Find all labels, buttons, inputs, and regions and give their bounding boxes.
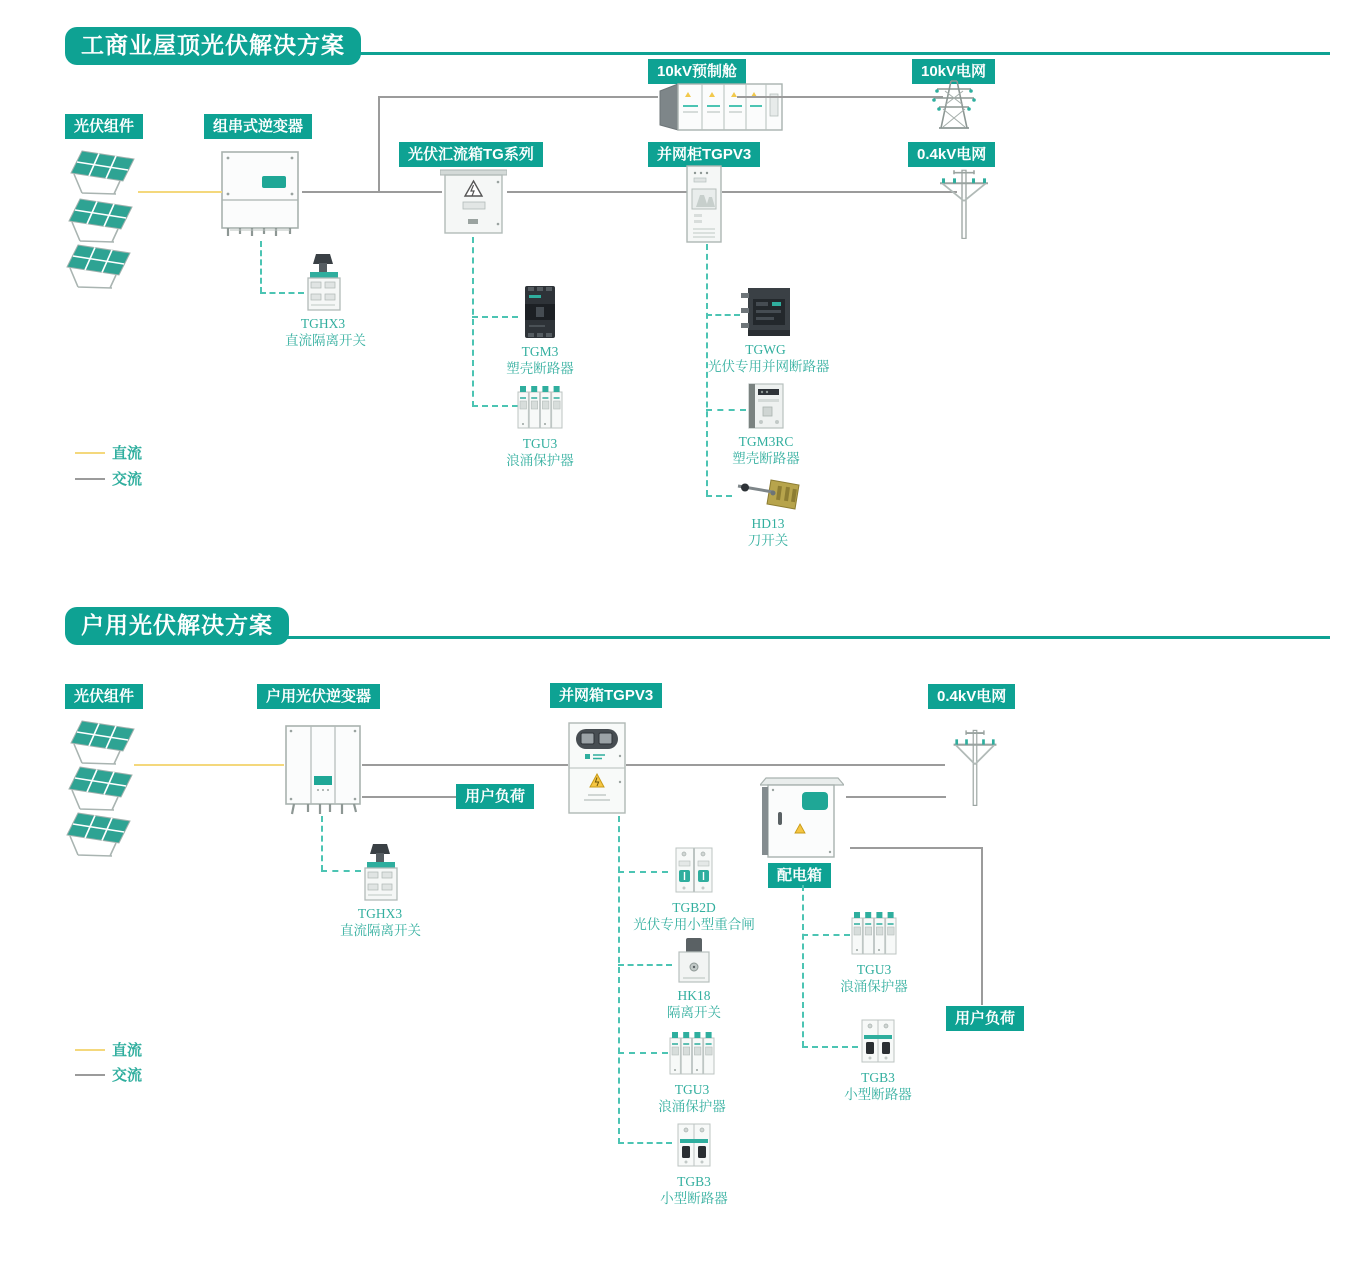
dc-line	[134, 764, 284, 766]
dc-isolator-icon	[302, 252, 344, 312]
component-desc: 塑壳断路器	[506, 360, 574, 376]
component-hd13	[728, 476, 808, 550]
component-tghx3-home	[340, 842, 420, 940]
component-desc: 小型断路器	[844, 1086, 912, 1102]
ac-line	[362, 796, 456, 798]
ac-line	[362, 764, 568, 766]
component-model: TGU3	[856, 962, 892, 977]
ac-line	[737, 96, 943, 98]
component-desc: 浪涌保护器	[840, 978, 908, 994]
utility-pole-icon	[936, 167, 992, 240]
badge-user-load-left: 用户负荷	[456, 784, 534, 809]
component-tgu3-right	[832, 910, 916, 996]
component-tgm3	[502, 284, 578, 378]
ac-line	[302, 191, 442, 193]
component-tgb3-right	[840, 1016, 916, 1104]
component-model: HK18	[677, 988, 711, 1003]
badge-grid-04kv-1: 0.4kV电网	[908, 142, 995, 167]
prefab-cabin-icon	[658, 82, 784, 132]
section1-title: 工商业屋顶光伏解决方案	[65, 27, 361, 65]
legend-ac-label: 交流	[112, 1067, 143, 1084]
mccb-icon	[746, 382, 786, 430]
component-model: TGU3	[674, 1082, 710, 1097]
air-circuit-breaker-icon	[740, 286, 792, 338]
component-model: TGB2D	[672, 900, 716, 915]
section2-title: 户用光伏解决方案	[65, 607, 289, 645]
mini-breaker-icon	[677, 1120, 711, 1170]
legend-ac-line	[75, 478, 105, 480]
dashed-connector	[802, 885, 804, 1047]
component-desc: 刀开关	[747, 532, 789, 548]
transmission-tower-icon	[931, 79, 977, 132]
ac-line	[378, 96, 658, 98]
string-inverter-icon	[220, 150, 300, 240]
surge-protector-icon	[851, 910, 897, 958]
solar-panel-icon	[70, 150, 136, 196]
component-desc: 直流隔离开关	[285, 332, 366, 348]
mini-breaker-icon	[861, 1016, 895, 1066]
knife-switch-icon	[735, 476, 801, 512]
dashed-connector	[472, 237, 474, 407]
component-desc: 小型断路器	[660, 1190, 728, 1206]
component-model: HD13	[751, 516, 785, 531]
surge-protector-icon	[669, 1030, 715, 1078]
badge-pv-modules-2: 光伏组件	[65, 684, 143, 709]
legend-dc-line	[75, 452, 105, 454]
dashed-connector	[260, 241, 262, 293]
ac-line	[850, 847, 983, 849]
combiner-box-icon	[440, 166, 507, 237]
mccb-icon	[521, 284, 559, 340]
component-model: TGWG	[745, 342, 786, 357]
utility-pole-icon	[950, 722, 1000, 812]
solar-panel-icon	[66, 244, 132, 290]
ac-line	[981, 847, 983, 1005]
component-hk18	[656, 936, 732, 1022]
component-desc: 光伏专用小型重合闸	[633, 916, 755, 932]
ac-line	[626, 764, 945, 766]
grid-cabinet-icon	[686, 165, 722, 243]
isolation-switch-icon	[677, 936, 711, 984]
component-desc: 浪涌保护器	[658, 1098, 726, 1114]
badge-grid-cabinet: 并网柜TGPV3	[648, 142, 760, 167]
badge-combiner-box: 光伏汇流箱TG系列	[399, 142, 543, 167]
home-inverter-icon	[284, 724, 362, 816]
dc-line	[138, 191, 222, 193]
component-desc: 直流隔离开关	[340, 922, 421, 938]
badge-pv-modules-1: 光伏组件	[65, 114, 143, 139]
badge-distribution-box: 配电箱	[768, 863, 831, 888]
ac-line	[378, 96, 380, 193]
component-model: TGB3	[861, 1070, 895, 1085]
ac-line	[846, 796, 946, 798]
component-model: TGM3RC	[738, 434, 794, 449]
solar-panel-icon	[68, 766, 134, 812]
grid-connection-box-icon	[568, 722, 626, 814]
component-desc: 隔离开关	[667, 1004, 721, 1020]
solar-panel-icon	[70, 720, 136, 766]
component-model: TGM3	[521, 344, 559, 359]
legend-dc-line	[75, 1049, 105, 1051]
component-model: TGHX3	[357, 906, 403, 921]
component-tgm3rc	[726, 382, 806, 468]
badge-user-load-right: 用户负荷	[946, 1006, 1024, 1031]
badge-grid-04kv-2: 0.4kV电网	[928, 684, 1015, 709]
recloser-icon	[674, 844, 714, 896]
component-tghx3	[285, 252, 366, 350]
component-tgwg	[708, 286, 830, 376]
component-tgu3	[500, 384, 580, 470]
ac-line	[722, 191, 957, 193]
dashed-connector	[618, 816, 620, 1144]
component-tgu3-left	[650, 1030, 734, 1116]
ac-line	[507, 191, 687, 193]
dashed-connector	[321, 816, 323, 871]
distribution-box-icon	[760, 776, 844, 864]
dc-isolator-icon	[359, 842, 401, 902]
surge-protector-icon	[517, 384, 563, 432]
legend-dc-label: 直流	[112, 1042, 143, 1059]
component-desc: 塑壳断路器	[732, 450, 800, 466]
component-model: TGB3	[677, 1174, 711, 1189]
component-tgb2d	[628, 844, 760, 934]
component-desc: 浪涌保护器	[506, 452, 574, 468]
badge-home-inverter: 户用光伏逆变器	[257, 684, 380, 709]
badge-string-inverter: 组串式逆变器	[204, 114, 312, 139]
solar-panel-icon	[66, 812, 132, 858]
badge-grid-10kv: 10kV电网	[912, 59, 995, 84]
component-model: TGU3	[522, 436, 558, 451]
badge-grid-box: 并网箱TGPV3	[550, 683, 662, 708]
component-tgb3-left	[656, 1120, 732, 1208]
component-desc: 光伏专用并网断路器	[708, 358, 830, 374]
legend-ac-line	[75, 1074, 105, 1076]
legend-dc-label: 直流	[112, 445, 143, 462]
solar-panel-icon	[68, 198, 134, 244]
component-model: TGHX3	[300, 316, 346, 331]
badge-prefab-cabin: 10kV预制舱	[648, 59, 746, 84]
legend-ac-label: 交流	[112, 471, 143, 488]
